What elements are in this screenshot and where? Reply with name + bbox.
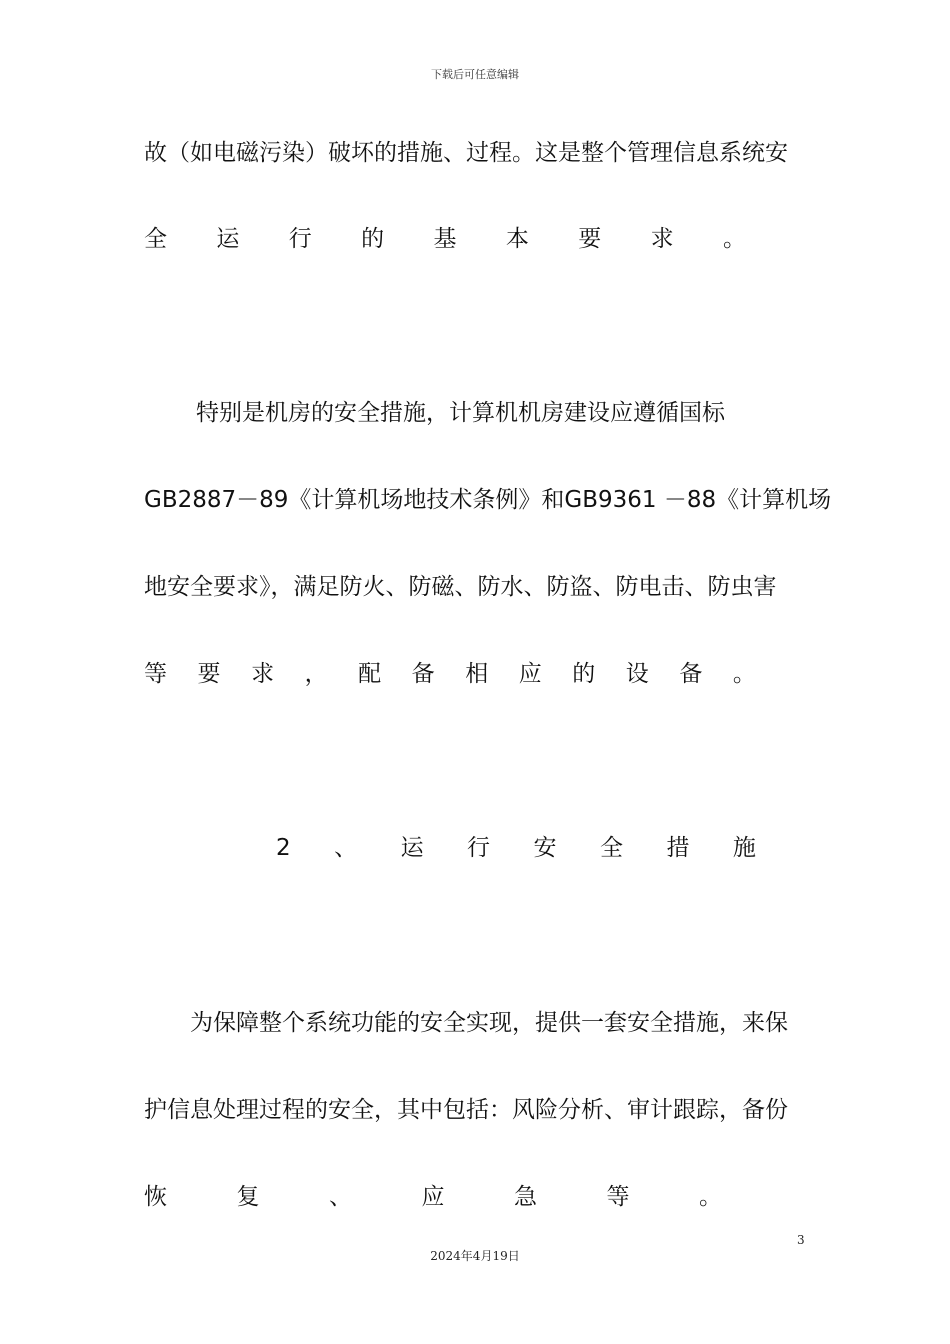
paragraph3-line1: 为保障整个系统功能的安全实现，提供一套安全措施，来保 (190, 1010, 788, 1036)
heading-char: 2 (276, 835, 291, 861)
heading-char: 安 (533, 835, 557, 861)
char: 急 (514, 1184, 537, 1210)
section-heading (276, 833, 756, 863)
heading-char: 、 (334, 835, 358, 861)
char: 设 (625, 661, 649, 687)
paragraph2-line1: 特别是机房的安全措施，计算机机房建设应遵循国标 (196, 400, 725, 426)
char: 基 (433, 226, 457, 252)
heading-char: 运 (400, 835, 424, 861)
char: 应 (421, 1184, 445, 1210)
char: 、 (329, 1184, 352, 1210)
paragraph1-line2 (144, 224, 746, 254)
paragraph1-line1: 故（如电磁污染）破坏的措施、过程。这是整个管理信息系统安 (144, 140, 788, 166)
footer-date: 2024年4月19日 (430, 1249, 520, 1263)
char: 恢 (144, 1184, 167, 1210)
char: 备 (679, 661, 703, 687)
page-number: 3 (797, 1233, 805, 1247)
char: 备 (411, 661, 435, 687)
char: 。 (732, 661, 756, 687)
paragraph3-line3 (144, 1182, 722, 1212)
paragraph3-line2: 护信息处理过程的安全，其中包括：风险分析、审计跟踪，备份 (144, 1097, 788, 1123)
char: 。 (723, 226, 746, 252)
heading-char: 全 (599, 835, 623, 861)
char: 求 (251, 661, 275, 687)
char: 运 (216, 226, 240, 252)
char: 等 (606, 1184, 630, 1210)
char: 配 (358, 661, 382, 687)
char: 的 (361, 226, 385, 252)
heading-char: 行 (467, 835, 491, 861)
char: 的 (572, 661, 596, 687)
char: 相 (465, 661, 489, 687)
char: 本 (505, 226, 529, 252)
char: 等 (144, 661, 167, 687)
paragraph2-line4 (144, 659, 756, 689)
heading-char: 措 (666, 835, 690, 861)
paragraph2-line3: 地安全要求》，满足防火、防磁、防水、防盗、防电击、防虫害 (144, 574, 777, 600)
char: 要 (578, 226, 602, 252)
char: 求 (650, 226, 674, 252)
char: 。 (699, 1184, 722, 1210)
char: 全 (144, 226, 167, 252)
page-header-note: 下载后可任意编辑 (431, 68, 519, 81)
heading-char: 施 (732, 835, 756, 861)
char: 行 (288, 226, 312, 252)
char: 复 (236, 1184, 260, 1210)
paragraph2-line2: GB2887－89《计算机场地技术条例》和GB9361 －88《计算机场 (144, 487, 832, 513)
char: ， (304, 661, 328, 687)
char: 应 (518, 661, 542, 687)
char: 要 (197, 661, 221, 687)
